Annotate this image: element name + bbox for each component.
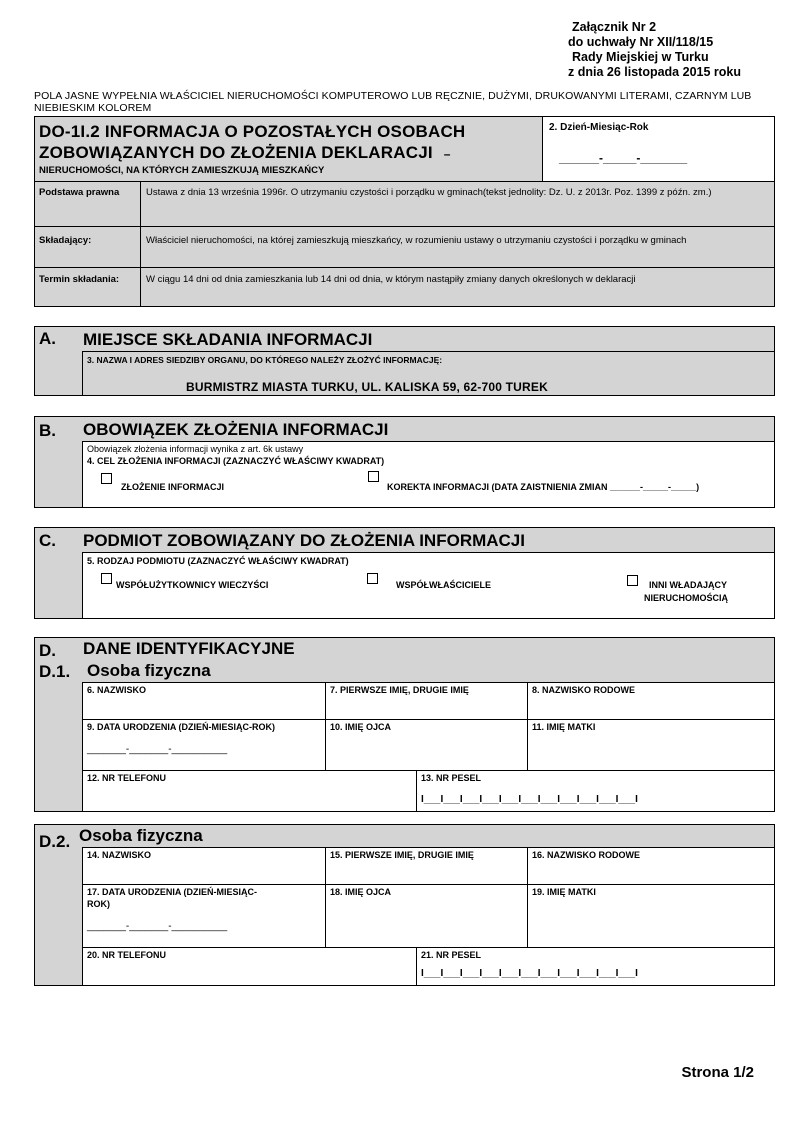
field-label: 17. DATA URODZENIA (DZIEŃ-MIESIĄC- [87,887,257,897]
attachment-line4: z dnia 26 listopada 2015 roku [568,65,741,79]
field-label: 6. NAZWISKO [87,685,147,695]
info-row-value: Ustawa z dnia 13 września 1996r. O utrzymaniu czystości i porządku w gminach(tekst jednolity: Dz. U. z 2013r. Poz. 1399 z późn. zm.) [142,182,774,226]
field-label: 15. PIERWSZE IMIĘ, DRUGIE IMIĘ [330,850,474,860]
checkbox-inni[interactable] [627,575,638,586]
field-telefon[interactable] [83,771,417,812]
section-c-field-label: 5. RODZAJ PODMIOTU (ZAZNACZYĆ WŁAŚCIWY KWADRAT) [87,556,349,566]
info-row [35,268,774,306]
section-a [34,326,775,396]
section-b-title: OBOWIĄZEK ZŁOŻENIA INFORMACJI [83,420,389,439]
section-b-note: Obowiązek złożenia informacji wynika z art. 6k ustawy [87,444,304,454]
option-zlozenie-label: ZŁOŻENIE INFORMACJI [121,482,224,492]
checkbox-wspoluzytkownicy[interactable] [101,573,112,584]
section-d1-letter: D.1. [39,662,71,681]
section-d2 [34,824,775,986]
option-wspolwlasciciele-label: WSPÓŁWŁAŚCICIELE [396,580,491,590]
field-label: 8. NAZWISKO RODOWE [532,685,635,695]
field-label: 13. NR PESEL [421,773,482,783]
info-row-label: Termin składania: [35,268,141,306]
form-subtitle: NIERUCHOMOŚCI, NA KTÓRYCH ZAMIESZKUJĄ MIESZKAŃCY [39,165,325,176]
form-title-line1: DO-1I.2 INFORMACJA O POZOSTAŁYCH OSOBACH [39,122,466,141]
form-title-dash: – [443,147,451,161]
attachment-line2: do uchwały Nr XII/118/15 [568,35,714,49]
option-korekta-label: KOREKTA INFORMACJI (DATA ZAISTNIENIA ZMIAN ______-_____-_____) [387,482,700,492]
field-label: 18. IMIĘ OJCA [330,887,392,897]
field-imiona[interactable] [326,848,528,885]
section-b-field-label: 4. CEL ZŁOŻENIA INFORMACJI (ZAZNACZYĆ WŁAŚCIWY KWADRAT) [87,456,385,466]
field-data-urodzenia[interactable] [83,720,326,771]
section-d1-title: Osoba fizyczna [87,661,211,680]
field-label: 20. NR TELEFONU [87,950,167,960]
d1-fields [82,682,774,811]
info-row-value: Właściciel nieruchomości, na której zamieszkują mieszkańcy, w rozumieniu ustawy o utrzymaniu czystości i porządku w gminach [146,235,687,246]
info-row-value: W ciągu 14 dni od dnia zamieszkania lub 14 dni od dnia, w którym nastąpiły zmiany danych określonych w deklaracji [146,274,636,285]
field-label: 12. NR TELEFONU [87,773,167,783]
fill-instruction: POLA JASNE WYPEŁNIA WŁAŚCICIEL NIERUCHOMOŚCI KOMPUTEROWO LUB RĘCZNIE, DUŻYMI, DRUKOWANYMI LITERAMI, CZARNYM LUB NIEBIESKIM KOLOREM [34,90,752,114]
field-nazwisko-rodowe[interactable] [528,683,775,720]
checkbox-korekta[interactable] [368,471,379,482]
pesel-boxes: I___I___I___I___I___I___I___I___I___I___I___I [421,968,638,979]
field-label: 7. PIERWSZE IMIĘ, DRUGIE IMIĘ [330,685,469,695]
pesel-boxes: I___I___I___I___I___I___I___I___I___I___I___I [421,794,638,805]
field-label: 16. NAZWISKO RODOWE [532,850,641,860]
info-row-label: Składający: [35,227,141,267]
info-row [35,227,774,268]
section-b-field [82,441,774,507]
section-a-field-value: BURMISTRZ MIASTA TURKU, UL. KALISKA 59, 62-700 TUREK [186,380,548,394]
date-placeholder: ______-_____-_______ [559,151,688,165]
field-label: 21. NR PESEL [421,950,482,960]
checkbox-zlozenie[interactable] [101,473,112,484]
section-a-field [82,351,774,395]
section-d-letter: D. [39,641,56,660]
field-nazwisko[interactable] [83,683,326,720]
form-title-box [34,116,543,182]
section-c-field [82,552,774,618]
attachment-line3: Rady Miejskiej w Turku [572,50,709,64]
option-wspoluzytkownicy-label: WSPÓŁUŻYTKOWNICY WIECZYŚCI [116,580,269,590]
date-placeholder: _______-_______-__________ [87,921,228,932]
date-placeholder: _______-_______-__________ [87,744,228,755]
section-d2-letter: D.2. [39,832,71,851]
field-pesel[interactable] [417,771,775,812]
field-nazwisko-rodowe[interactable] [528,848,775,885]
section-d-title: DANE IDENTYFIKACYJNE [83,639,295,658]
field-imie-ojca[interactable] [326,720,528,771]
info-row-label: Podstawa prawna [35,182,141,226]
field-nazwisko[interactable] [83,848,326,885]
option-inni-line1: INNI WŁADAJĄCY [649,580,727,590]
info-table [34,181,775,307]
section-a-letter: A. [39,329,56,348]
section-d [34,637,775,812]
attachment-line1: Załącznik Nr 2 [572,20,657,34]
date-label: 2. Dzień-Miesiąc-Rok [549,122,649,133]
field-label: 14. NAZWISKO [87,850,152,860]
field-pesel[interactable] [417,948,775,986]
field-imie-ojca[interactable] [326,885,528,948]
field-telefon[interactable] [83,948,417,986]
section-c-letter: C. [39,531,56,550]
section-c [34,527,775,619]
page-number: Strona 1/2 [681,1064,754,1081]
section-b-letter: B. [39,421,56,440]
field-imiona[interactable] [326,683,528,720]
form-title-line2: ZOBOWIĄZANYCH DO ZŁOŻENIA DEKLARACJI [39,143,433,162]
date-field[interactable] [542,116,775,182]
section-b [34,416,775,508]
field-label: 19. IMIĘ MATKI [532,887,596,897]
checkbox-wspolwlasciciele[interactable] [367,573,378,584]
section-c-title: PODMIOT ZOBOWIĄZANY DO ZŁOŻENIA INFORMACJI [83,531,525,550]
option-inni-line2: NIERUCHOMOŚCIĄ [644,593,729,603]
section-a-title: MIEJSCE SKŁADANIA INFORMACJI [83,330,373,349]
section-d2-title: Osoba fizyczna [79,826,203,845]
attachment-header [568,20,793,80]
info-row [35,182,774,227]
field-label: 10. IMIĘ OJCA [330,722,392,732]
field-imie-matki[interactable] [528,885,775,948]
field-label-cont: ROK) [87,899,110,909]
section-a-field-label: 3. NAZWA I ADRES SIEDZIBY ORGANU, DO KTÓREGO NALEŻY ZŁOŻYĆ INFORMACJĘ: [87,355,443,365]
field-imie-matki[interactable] [528,720,775,771]
field-label: 11. IMIĘ MATKI [532,722,596,732]
field-data-urodzenia[interactable] [83,885,326,948]
d2-fields [82,847,774,985]
field-label: 9. DATA URODZENIA (DZIEŃ-MIESIĄC-ROK) [87,722,275,732]
